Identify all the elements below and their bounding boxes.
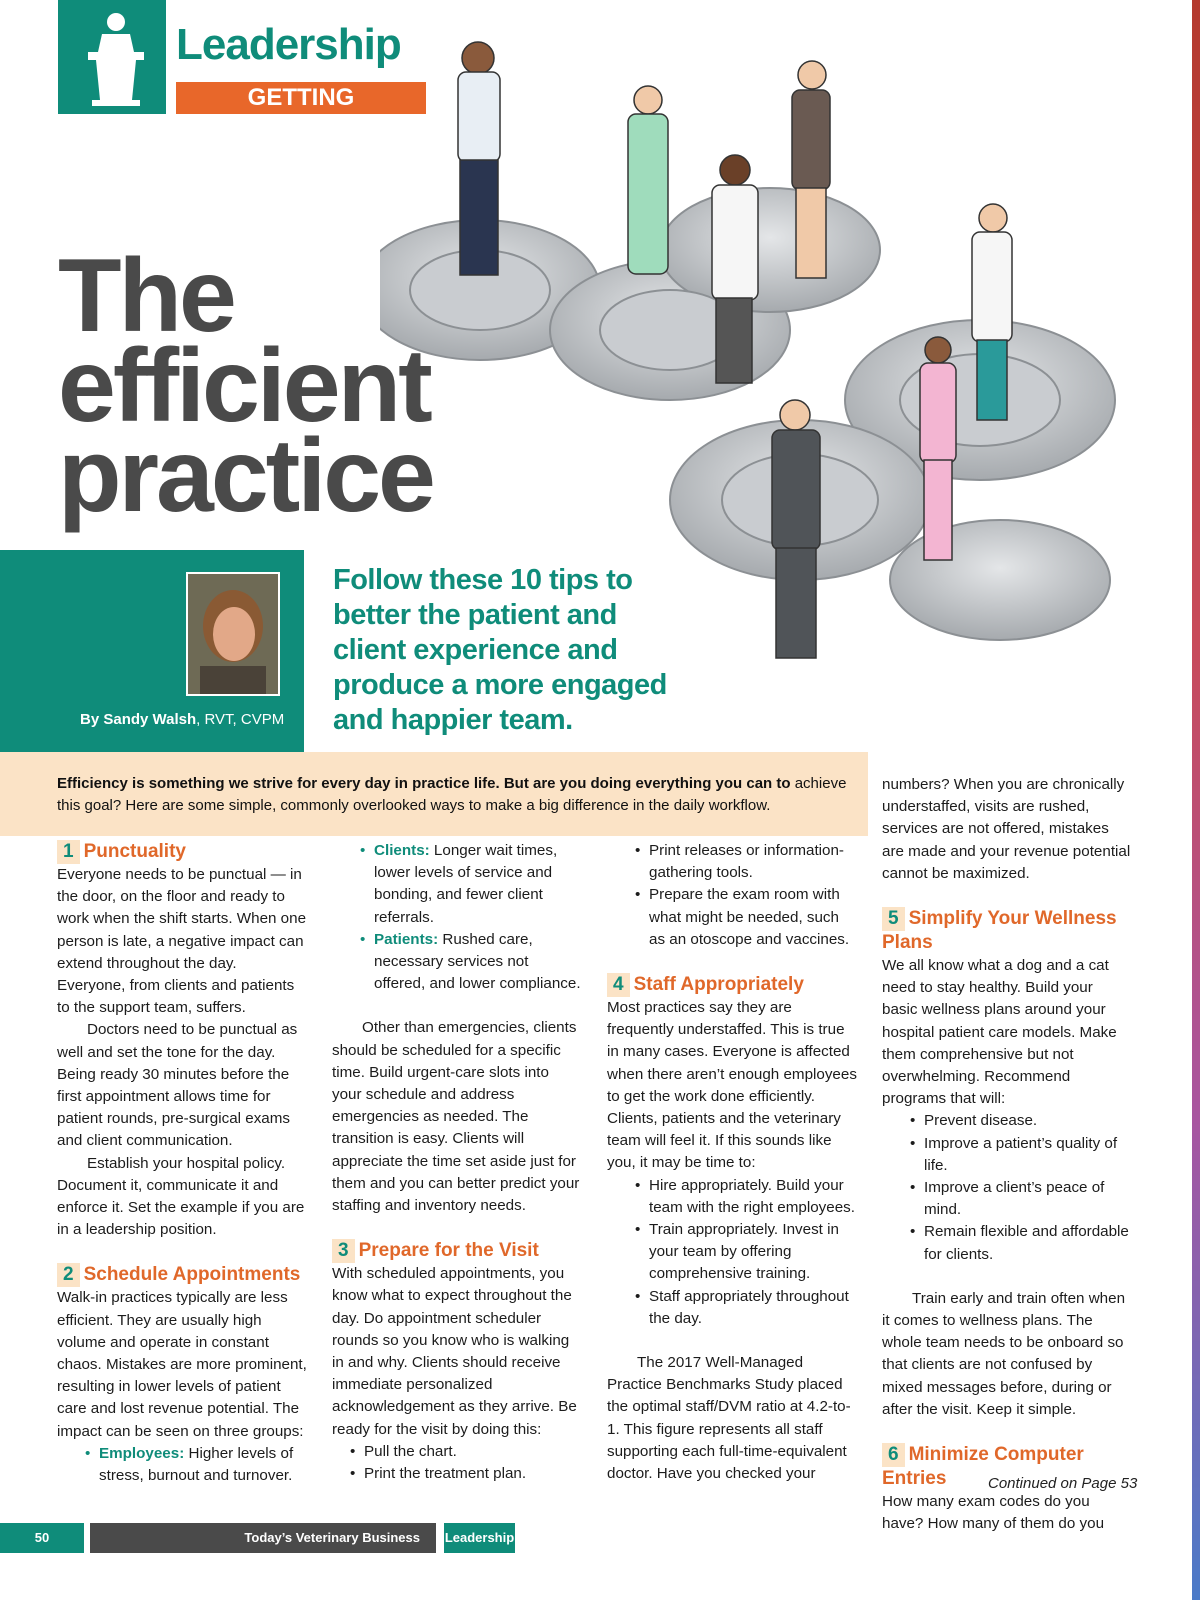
- author-byline: [80, 711, 284, 728]
- tip-number: 6: [882, 1443, 905, 1467]
- bullet-list: [607, 840, 857, 951]
- paragraph: The 2017 Well-Managed Practice Benchmarks Study placed the optimal staff/DVM ratio at 4.2-to-1. This figure represents all staff supporting each full-time-equivalent doctor. Have you checked your: [607, 1354, 851, 1483]
- paragraph: With scheduled appointments, you know what to expect throughout the day. Do appointment scheduler rounds so you know who is walking in and why. Clients should receive immediate personalized acknowledgement as they arrive. Be ready for the visit by doing this:: [332, 1265, 577, 1438]
- column-1: [57, 840, 307, 1487]
- title-line: efficient: [58, 328, 430, 444]
- tip-heading: 6 Minimize Computer Entries: [882, 1444, 1084, 1490]
- bullet-list: [607, 1175, 857, 1330]
- section-icon-box: [58, 0, 166, 114]
- tip-heading: 1 Punctuality: [57, 840, 307, 864]
- page-edge-strip: [1192, 0, 1200, 1600]
- author-credentials: , RVT, CVPM: [196, 711, 285, 728]
- tip-heading: 2 Schedule Appointments: [57, 1263, 307, 1287]
- tip-number: 1: [57, 840, 80, 864]
- bullet-list: [332, 840, 582, 995]
- list-item: • Improve a client’s peace of mind.: [924, 1177, 1132, 1221]
- list-item: • Pull the chart.: [364, 1441, 582, 1463]
- list-item: • Train appropriately. Invest in your team by offering comprehensive training.: [649, 1219, 857, 1286]
- list-item: • Prevent disease.: [924, 1110, 1132, 1132]
- column-2: [332, 840, 582, 1485]
- list-item: • Improve a patient’s quality of life.: [924, 1133, 1132, 1177]
- paragraph: We all know what a dog and a cat need to stay healthy. Build your basic wellness plans around your hospital patient care models. Make them comprehensive but not overwhelming. Recommend programs that will:: [882, 957, 1117, 1108]
- list-item: • Hire appropriately. Build your team with the right employees.: [649, 1175, 857, 1219]
- list-item: • Employees: Higher levels of stress, burnout and turnover.: [99, 1443, 307, 1487]
- list-item: • Print releases or information-gathering tools.: [649, 840, 857, 884]
- bullet-list: [882, 1110, 1132, 1265]
- list-item: • Prepare the exam room with what might be needed, such as an otoscope and vaccines.: [649, 884, 857, 951]
- paragraph: Most practices say they are frequently understaffed. This is true in many cases. Everyone is affected when there aren’t enough employees to get the work done efficiently. Clients, patients and the veterinary team will feel it. If this sounds like you, it may be time to:: [607, 999, 857, 1172]
- intro-bold: Efficiency is something we strive for every day in practice life. But are you doing everything you can to: [57, 775, 791, 792]
- list-item: • Staff appropriately throughout the day.: [649, 1286, 857, 1330]
- tip-heading: 4 Staff Appropriately: [607, 973, 857, 997]
- tip-heading: 3 Prepare for the Visit: [332, 1239, 582, 1263]
- tip-number: 3: [332, 1239, 355, 1263]
- podium-speaker-icon: [58, 0, 166, 114]
- intro-text: [57, 773, 857, 817]
- paragraph: Train early and train often when it comes to wellness plans. The whole team needs to be onboard so that clients are not confused by mixed messages before, during or after the visit. Keep it simple.: [882, 1289, 1126, 1418]
- paragraph: numbers? When you are chronically understaffed, visits are rushed, services are not offered, mistakes are made and your revenue potential cannot be maximized.: [882, 776, 1131, 882]
- page-number: 50: [0, 1523, 84, 1553]
- tip-number: 2: [57, 1263, 80, 1287]
- list-item: • Remain flexible and affordable for clients.: [924, 1221, 1132, 1265]
- author-photo: [186, 572, 280, 696]
- paragraph: Walk-in practices typically are less efficient. They are usually high volume and operate in constant chaos. Mistakes are more prominent, resulting in lower levels of patient care and lost revenue potential. The impact can be seen on three groups:: [57, 1289, 307, 1440]
- publication-name: Today’s Veterinary Business: [90, 1523, 436, 1553]
- tip-number: 5: [882, 907, 905, 931]
- paragraph: Other than emergencies, clients should be scheduled for a specific time. Build urgent-care slots into your schedule and address emergencies as needed. The transition is easy. Clients will appreciate the time set aside just for them and you can better predict your staffing and inventory needs.: [332, 1019, 580, 1215]
- section-label: Leadership: [176, 20, 401, 69]
- column-3: [607, 840, 857, 1485]
- list-item: • Clients: Longer wait times, lower levels of service and bonding, and fewer client referrals.: [374, 840, 582, 929]
- continued-link[interactable]: Continued on Page 53: [988, 1475, 1138, 1492]
- article-title: [58, 238, 433, 534]
- list-item: • Print the treatment plan.: [364, 1463, 582, 1485]
- article-deck: Follow these 10 tips to better the patient and client experience and produce a more engaged and happier team.: [333, 564, 667, 736]
- bullet-list: [57, 1443, 307, 1487]
- list-item: • Patients: Rushed care, necessary services not offered, and lower compliance.: [374, 929, 582, 996]
- footer-section: Leadership: [444, 1523, 515, 1553]
- paragraph: How many exam codes do you have? How many of them do you: [882, 1493, 1105, 1533]
- tip-number: 4: [607, 973, 630, 997]
- title-line: The: [58, 238, 234, 354]
- paragraph: Doctors need to be punctual as well and set the tone for the day. Being ready 30 minutes before the first appointment allows time for patient rounds, pre-surgical exams and client communication.: [57, 1021, 298, 1150]
- intro-rest: achieve this goal? Here are some simple, commonly overlooked ways to make a big difference in the daily workflow.: [57, 775, 847, 814]
- paragraph: Everyone needs to be punctual — in the door, on the floor and ready to work when the shift starts. When one person is late, a negative impact can extend throughout the day. Everyone, from clients and patients to the support team, suffers.: [57, 866, 307, 1017]
- author-name: By Sandy Walsh: [80, 711, 197, 728]
- bullet-list: [332, 1441, 582, 1485]
- subsection-label: GETTING TECHNICAL: [176, 82, 426, 114]
- tip-heading: 5 Simplify Your Wellness Plans: [882, 908, 1117, 954]
- title-line: practice: [58, 418, 433, 534]
- paragraph: Establish your hospital policy. Document it, communicate it and enforce it. Set the example if you are in a leadership position.: [57, 1154, 305, 1239]
- column-4: [882, 774, 1132, 1535]
